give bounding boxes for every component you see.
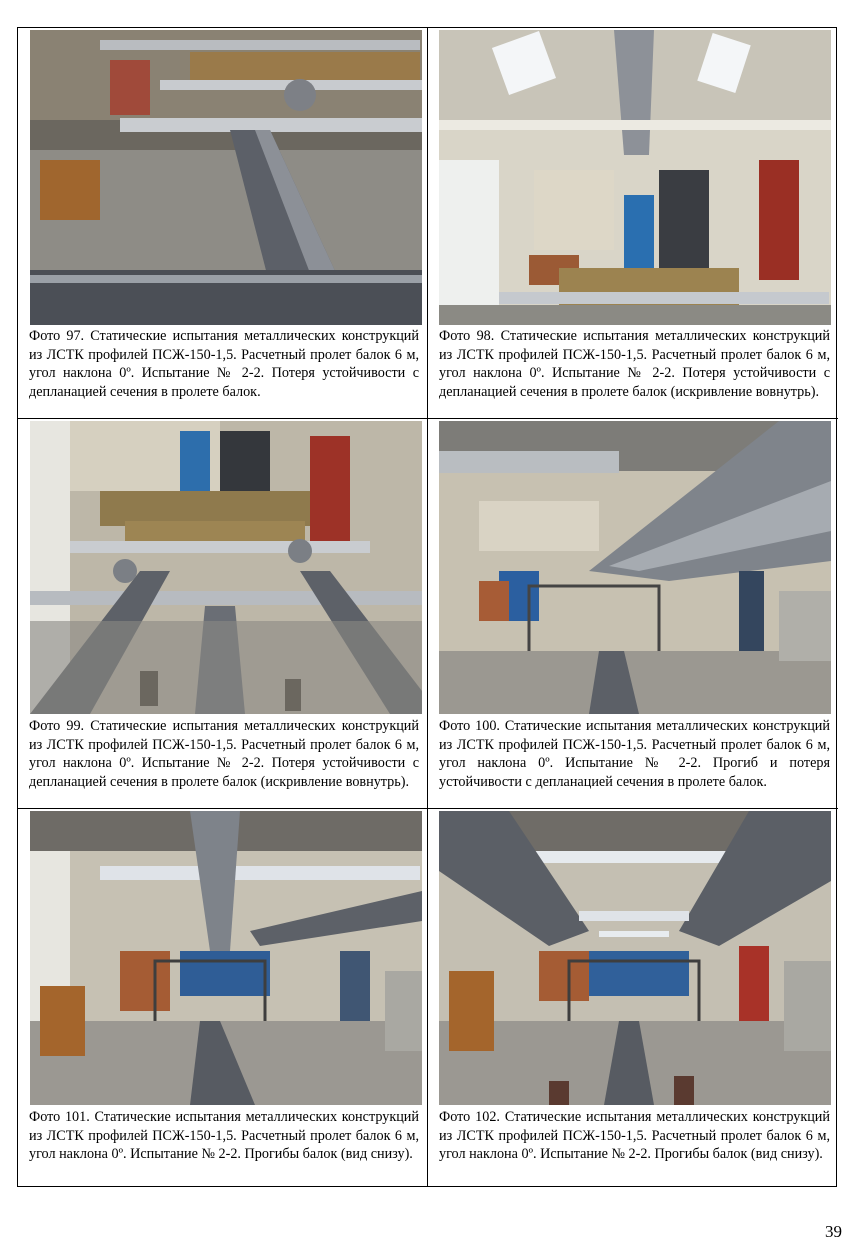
photo-cell-98 [428, 28, 838, 419]
caption-98: Фото 98. Статические испытания металлических конструкций из ЛСТК профилей ПСЖ-150-1,5. Расчетный пролет балок 6 м, угол наклона 0º. Испытание № 2-2. Потеря устойчивости с депланацией сечения в пролете балок (искривление вовнутрь). [439, 328, 830, 400]
photo-cell-102 [428, 809, 838, 1186]
photo-97 [30, 30, 422, 325]
photo-102 [439, 811, 831, 1105]
caption-99: Фото 99. Статические испытания металлических конструкций из ЛСТК профилей ПСЖ-150-1,5. Расчетный пролет балок 6 м, угол наклона 0º. Испытание № 2-2. Потеря устойчивости с депланацией сечения в пролете балок (искривление вовнутрь). [29, 718, 419, 790]
page-number: 39 [825, 1222, 842, 1241]
photo-table [17, 27, 837, 1187]
photo-98 [439, 30, 831, 325]
photo-cell-99 [18, 419, 428, 809]
photo-99 [30, 421, 422, 714]
caption-101: Фото 101. Статические испытания металлических конструкций из ЛСТК профилей ПСЖ-150-1,5. Расчетный пролет балок 6 м, угол наклона 0º. Испытание № 2-2. Прогибы балок (вид снизу). [29, 1109, 419, 1163]
caption-100: Фото 100. Статические испытания металлических конструкций из ЛСТК профилей ПСЖ-150-1,5. Расчетный пролет балок 6 м, угол наклона 0º. Испытание № 2-2. Прогиб и потеря устойчивости с депланацией сечения в пролете балок. [439, 718, 830, 790]
photo-cell-100 [428, 419, 838, 809]
photo-101 [30, 811, 422, 1105]
caption-97: Фото 97. Статические испытания металлических конструкций из ЛСТК профилей ПСЖ-150-1,5. Расчетный пролет балок 6 м, угол наклона 0º. Испытание № 2-2. Потеря устойчивости с депланацией сечения в пролете балок. [29, 328, 419, 400]
photo-100 [439, 421, 831, 714]
photo-cell-101 [18, 809, 428, 1186]
photo-cell-97 [18, 28, 428, 419]
caption-102: Фото 102. Статические испытания металлических конструкций из ЛСТК профилей ПСЖ-150-1,5. Расчетный пролет балок 6 м, угол наклона 0º. Испытание № 2-2. Прогибы балок (вид снизу). [439, 1109, 830, 1163]
